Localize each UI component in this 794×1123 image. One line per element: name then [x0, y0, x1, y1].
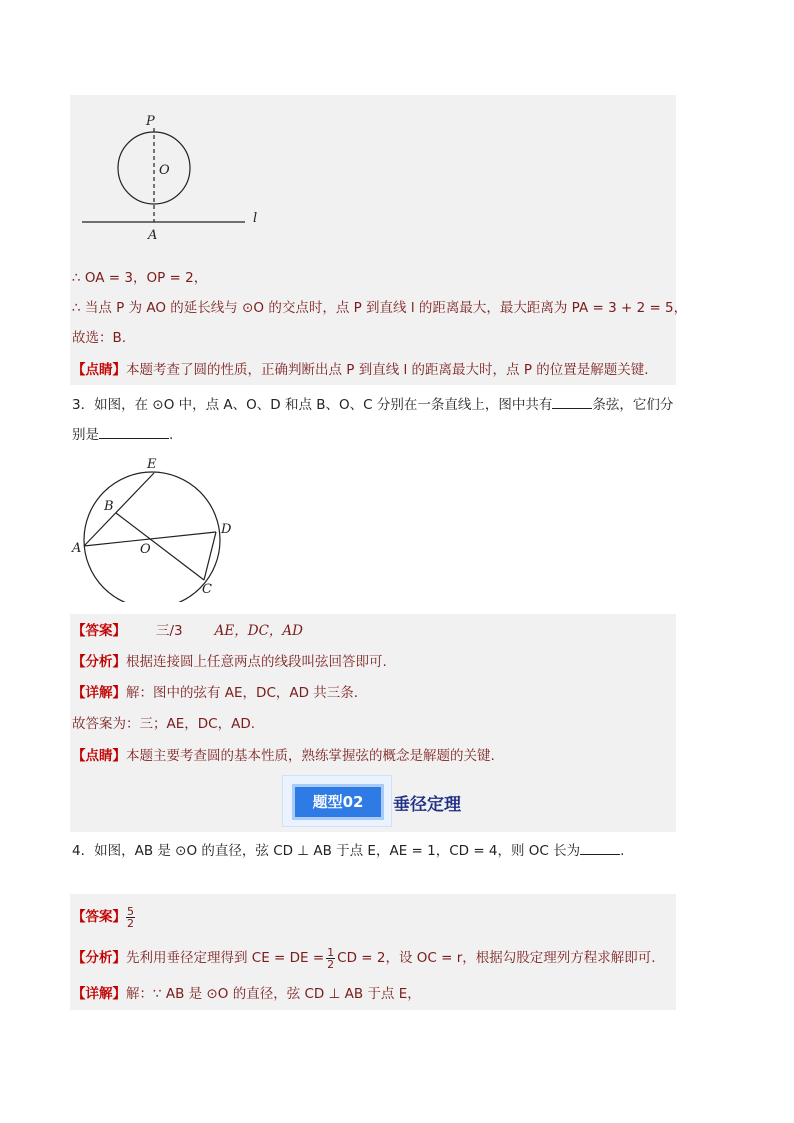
label-D: D: [221, 522, 232, 537]
section-label: 题型02: [292, 784, 384, 820]
label-C: C: [202, 582, 212, 597]
half-denominator: 2: [327, 957, 335, 971]
ans3-comment: [72, 746, 495, 766]
comment-text: 本题主要考查圆的基本性质，熟练掌握弦的概念是解题的关键.: [126, 748, 495, 764]
tag-detail: 【详解】: [72, 685, 126, 701]
sol2-line2: ∴ 当点 P 为 AO 的延长线与 ⊙O 的交点时，点 P 到直线 l 的距离最大，最大距离为 PA = 3 + 2 = 5，: [72, 300, 688, 316]
label-B: B: [104, 499, 114, 514]
comment-text: 本题考查了圆的性质，正确判断出点 P 到直线 l 的距离最大时，点 P 的位置是解题关键.: [126, 362, 649, 378]
ans4-detail: [72, 984, 421, 1004]
tag-analysis: 【分析】: [72, 654, 126, 670]
ans3-answer: [72, 621, 303, 641]
tag-comment: 【点睛】: [72, 748, 126, 764]
ans3-final: 故答案为：三；AE，DC，AD.: [72, 716, 256, 732]
q3-text-c: 别是: [72, 427, 99, 443]
label-O: O: [159, 163, 170, 178]
label-A: A: [72, 541, 82, 556]
tag-detail: 【详解】: [72, 986, 126, 1002]
answer-count: 三/3: [156, 623, 183, 639]
analysis-text-b: CD = 2，设 OC = r，根据勾股定理列方程求解即可.: [337, 950, 656, 966]
answer-chords: AE，DC，AD: [214, 623, 303, 639]
ans3-analysis: [72, 652, 387, 672]
q3-text-b: 条弦，它们分: [592, 397, 674, 413]
figure-circle-chords: [70, 452, 250, 602]
ans4-analysis: [72, 946, 656, 970]
q3-text-d: .: [169, 427, 174, 443]
tag-answer: 【答案】: [72, 623, 126, 639]
detail-text: 解：∵ AB 是 ⊙O 的直径，弦 CD ⊥ AB 于点 E，: [126, 986, 421, 1002]
analysis-text: 根据连接圆上任意两点的线段叫弦回答即可.: [126, 654, 387, 670]
label-E: E: [147, 457, 157, 472]
ans4-answer: [72, 904, 135, 930]
q3-blank-chords: [99, 424, 169, 439]
section-banner: [282, 775, 392, 827]
q4-text-end: .: [620, 843, 625, 859]
label-A: A: [148, 228, 158, 243]
q4-text: [72, 840, 624, 861]
half-fraction: [326, 947, 335, 970]
fraction-numerator: 5: [127, 904, 134, 918]
tag-comment: 【点睛】: [72, 362, 126, 378]
sol2-line1: ∴ OA = 3，OP = 2，: [72, 270, 208, 286]
label-l: l: [253, 211, 258, 226]
tag-answer: 【答案】: [72, 909, 126, 925]
analysis-text-a: 先利用垂径定理得到 CE = DE =: [126, 950, 325, 966]
fraction-denominator: 2: [127, 916, 134, 930]
q4-blank: [580, 840, 620, 855]
answer-fraction: [126, 906, 135, 929]
q3-blank-count: [552, 394, 592, 409]
q3-text-a: 3．如图，在 ⊙O 中，点 A、O、D 和点 B、O、C 分别在一条直线上，图中共有: [72, 397, 553, 413]
section-title: 垂径定理: [393, 795, 461, 815]
detail-text: 解：图中的弦有 AE，DC，AD 共三条.: [126, 685, 359, 701]
tag-analysis: 【分析】: [72, 950, 126, 966]
label-O: O: [140, 542, 151, 557]
q3-line2: [72, 424, 173, 445]
label-P: P: [146, 114, 155, 129]
ans3-detail: [72, 683, 358, 703]
q4-text-main: 4．如图，AB 是 ⊙O 的直径，弦 CD ⊥ AB 于点 E，AE = 1，CD = 4，则 OC 长为: [72, 843, 581, 859]
half-numerator: 1: [327, 945, 335, 959]
q3-line1: [72, 394, 673, 415]
sol2-comment: [72, 360, 649, 380]
sol2-line3: 故选：B.: [72, 330, 127, 346]
figure-circle-line: [75, 108, 275, 243]
